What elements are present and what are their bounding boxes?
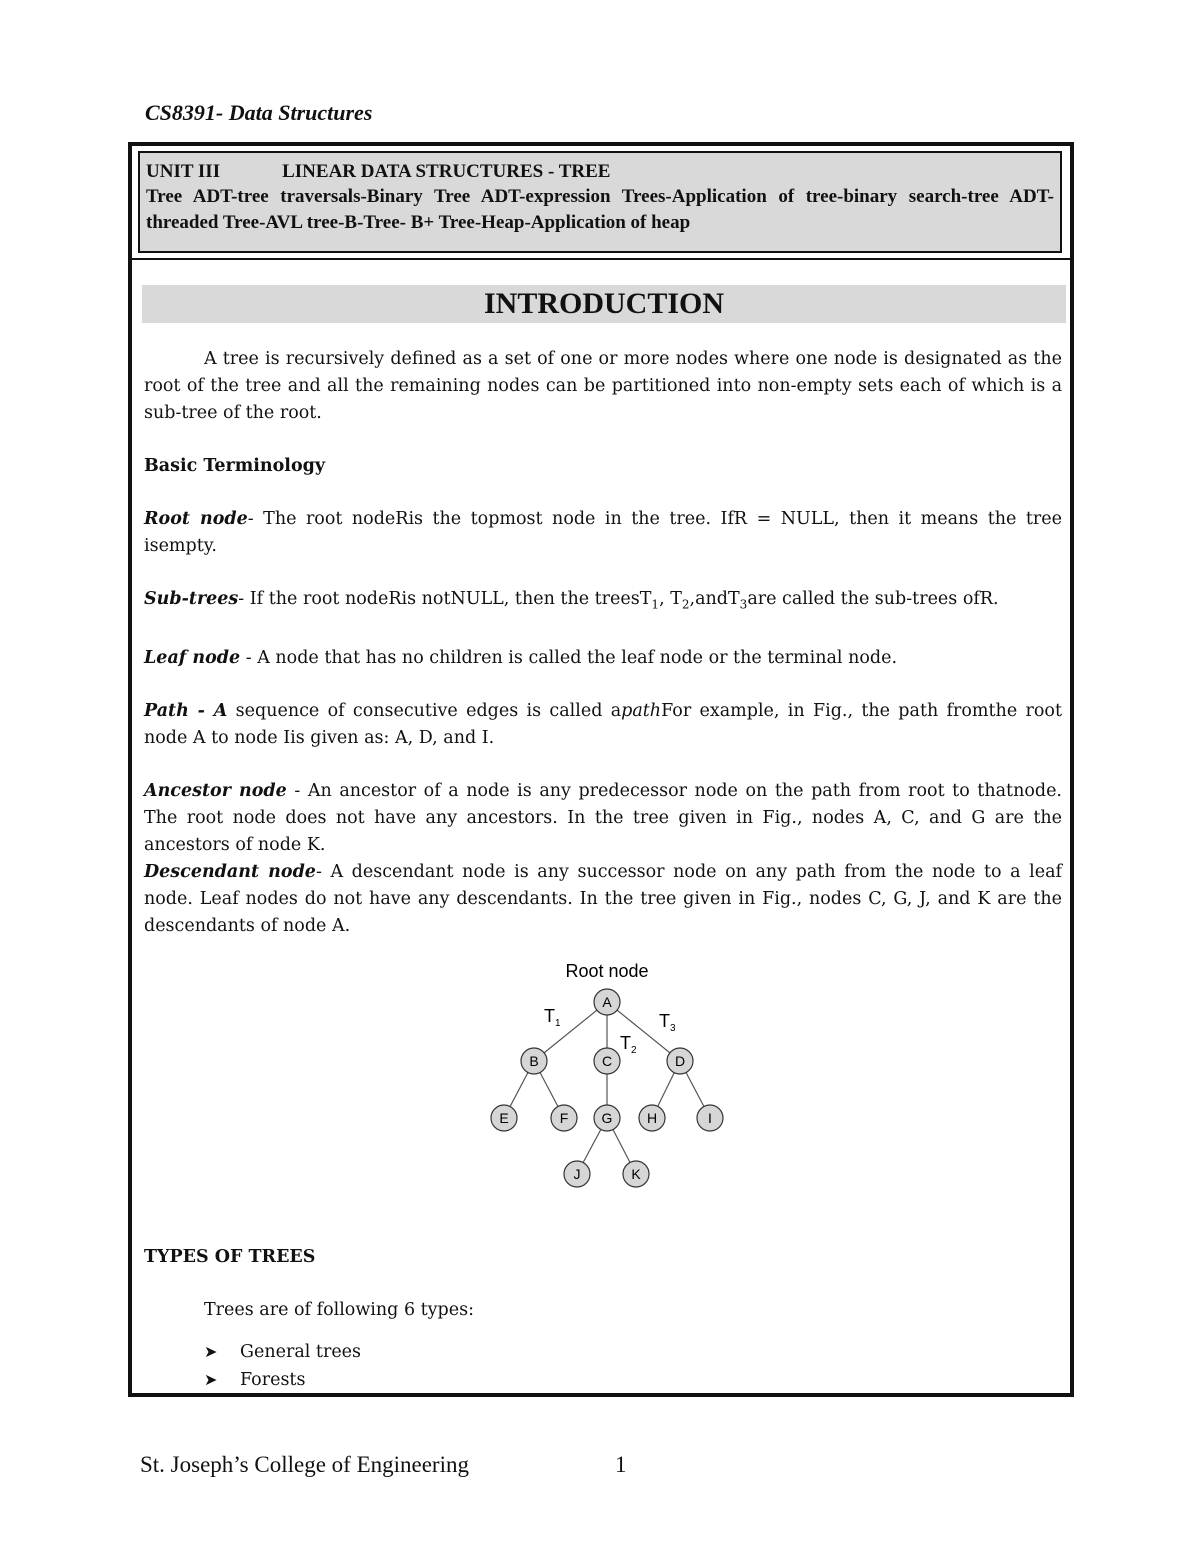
term-path bbox=[144, 698, 1062, 752]
tree-node-e bbox=[491, 1105, 517, 1131]
svg-text:F: F bbox=[559, 1109, 569, 1126]
term-text: - A node that has no children is called the leaf node or the terminal node. bbox=[240, 647, 898, 668]
term-text: are called the sub-trees ofR. bbox=[747, 589, 999, 609]
term-descendant bbox=[144, 859, 1062, 940]
term-label: Root node bbox=[144, 509, 248, 529]
divider bbox=[132, 258, 1070, 260]
svg-text:B: B bbox=[529, 1052, 539, 1069]
arrow-bullet-icon: ➤ bbox=[204, 1369, 218, 1389]
section-title: INTRODUCTION bbox=[142, 285, 1066, 323]
svg-text:D: D bbox=[674, 1052, 686, 1069]
term-text: - If the root nodeRis notNULL, then the treesT bbox=[238, 589, 652, 609]
term-root bbox=[144, 506, 1062, 560]
subtree-label-t2: $T_2$ bbox=[620, 1032, 637, 1056]
tree-diagram bbox=[484, 952, 744, 1222]
svg-text:K: K bbox=[631, 1165, 641, 1182]
term-leaf bbox=[144, 645, 1062, 672]
tree-node-i bbox=[697, 1105, 723, 1131]
svg-text:G: G bbox=[601, 1109, 613, 1126]
main-content bbox=[144, 346, 1062, 1394]
page-number: 1 bbox=[615, 1452, 627, 1477]
tree-node-h bbox=[639, 1105, 665, 1131]
subscript: 3 bbox=[739, 597, 748, 612]
tree-node-j bbox=[564, 1161, 590, 1187]
tree-node-k bbox=[623, 1161, 649, 1187]
tree-node-f bbox=[551, 1105, 577, 1131]
svg-text:C: C bbox=[601, 1052, 613, 1069]
unit-title: LINEAR DATA STRUCTURES - TREE bbox=[282, 161, 611, 182]
root-node-label: Root node bbox=[565, 960, 649, 981]
unit-header-box bbox=[138, 151, 1062, 253]
types-heading: TYPES OF TREES bbox=[144, 1246, 316, 1267]
svg-text:A: A bbox=[602, 993, 612, 1010]
subtree-label-t1: $T_1$ bbox=[544, 1005, 561, 1029]
list-item: ➤ Forests bbox=[204, 1366, 1062, 1394]
term-label: Descendant node bbox=[144, 861, 316, 882]
unit-topics: Tree ADT-tree traversals-Binary Tree ADT-expression Trees-Application of tree-binary search-tree ADT- threaded Tree-AVL tree-B-Tree- B+ Tree-Heap-Application of heap bbox=[146, 186, 1054, 233]
svg-text:J: J bbox=[573, 1165, 581, 1182]
terminology-heading: Basic Terminology bbox=[144, 456, 326, 476]
types-list bbox=[144, 1338, 1062, 1394]
term-label: Ancestor node bbox=[144, 780, 287, 801]
tree-node-a bbox=[594, 989, 620, 1015]
tree-node-d bbox=[667, 1048, 693, 1074]
term-label: Path - A bbox=[144, 700, 228, 721]
unit-number: UNIT III bbox=[146, 161, 221, 182]
subtree-label-t3: $T_3$ bbox=[659, 1010, 676, 1034]
footer-college: St. Joseph’s College of Engineering bbox=[140, 1452, 469, 1477]
subscript: 2 bbox=[681, 597, 690, 612]
term-ancestor bbox=[144, 778, 1062, 859]
term-text: sequence of consecutive edges is called a bbox=[227, 700, 622, 721]
term-subtrees bbox=[144, 586, 1062, 619]
term-text: For example, in Fig., the path fromthe root node A to node Iis given as: A, D, and I. bbox=[144, 700, 1062, 748]
intro-paragraph: A tree is recursively defined as a set of one or more nodes where one node is designated as the root of the tree and all the remaining nodes can be partitioned into non-empty sets each of which is a sub-tree of the root. bbox=[144, 349, 1062, 423]
term-text: - A descendant node is any successor node on any path from the node to a leaf node. Leaf nodes do not have any descendants. In the tree given in Fig., nodes C, G, J, and K are the descendants of node A. bbox=[144, 861, 1062, 936]
term-label: Sub-trees bbox=[144, 589, 239, 609]
tree-figure bbox=[144, 952, 1062, 1222]
tree-node-c bbox=[594, 1048, 620, 1074]
course-title: CS8391- Data Structures bbox=[145, 100, 373, 125]
types-intro: Trees are of following 6 types: bbox=[204, 1299, 474, 1320]
svg-text:I: I bbox=[708, 1109, 712, 1126]
term-emphasis: path bbox=[621, 700, 662, 721]
svg-text:E: E bbox=[499, 1109, 509, 1126]
term-label: Leaf node bbox=[144, 647, 241, 668]
term-text: ,andT bbox=[689, 589, 740, 609]
tree-node-g bbox=[594, 1105, 620, 1131]
content-frame bbox=[128, 142, 1074, 1397]
term-text: , T bbox=[659, 589, 682, 609]
unit-line bbox=[146, 159, 1054, 184]
svg-text:H: H bbox=[646, 1109, 658, 1126]
term-text: - An ancestor of a node is any predecessor node on the path from root to thatnode. The root node does not have any ancestors. In the tree given in Fig., nodes A, C, and G are the ancestors of node K. bbox=[144, 780, 1062, 855]
arrow-bullet-icon: ➤ bbox=[204, 1341, 218, 1361]
term-text: - The root nodeRis the topmost node in the tree. IfR = NULL, then it means the tree isempty. bbox=[144, 509, 1062, 556]
subscript: 1 bbox=[651, 597, 660, 612]
tree-node-b bbox=[521, 1048, 547, 1074]
list-item: ➤ General trees bbox=[204, 1338, 1062, 1366]
